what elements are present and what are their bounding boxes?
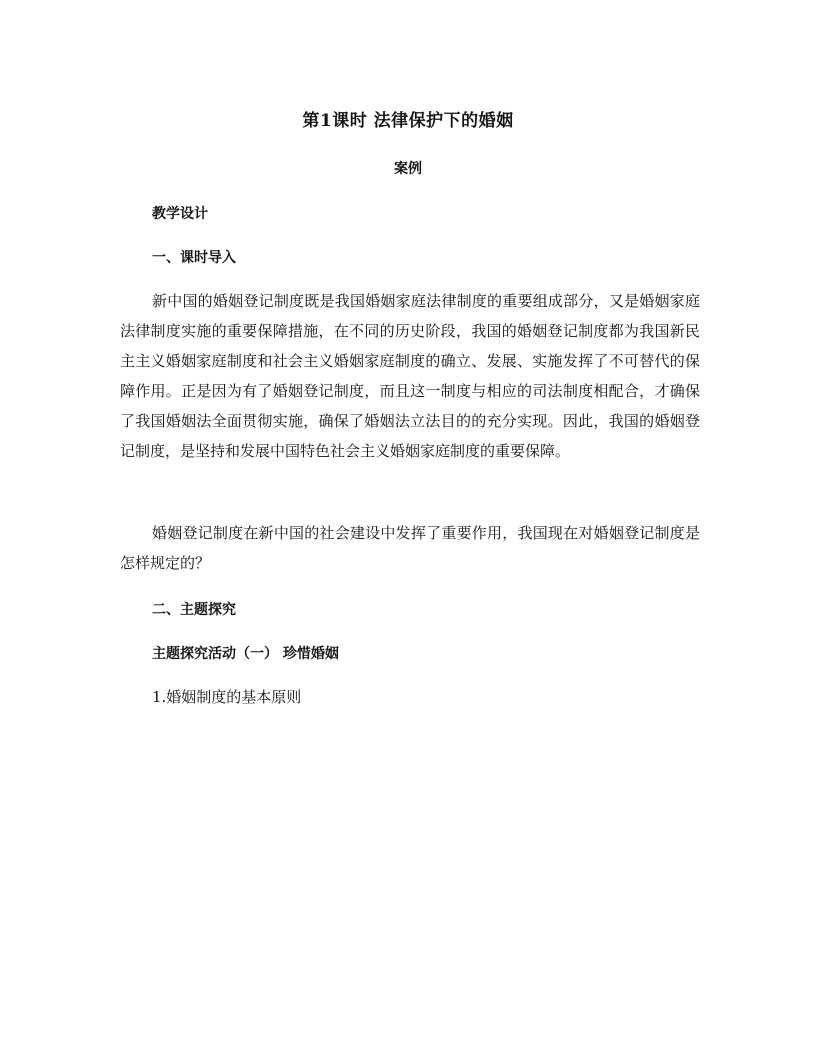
section-heading-theme-inquiry: 二、主题探究 [152, 602, 236, 618]
intro-paragraph: 新中国的婚姻登记制度既是我国婚姻家庭法律制度的重要组成部分，又是婚姻家庭法律制度实施的重要保障措施，在不同的历史阶段，我国的婚姻登记制度都为我国新民主主义婚姻家庭制度和社会主义婚姻家庭制度的确立、发展、实施发挥了不可替代的保障作用。正是因为有了婚姻登记制度，而且这一制度与相应的司法制度相配合，才确保了我国婚姻法全面贯彻实施，确保了婚姻法立法目的的充分实现。因此，我国的婚姻登记制度，是坚持和发展中国特色社会主义婚姻家庭制度的重要保障。 [120, 292, 700, 460]
section-heading-teaching-design: 教学设计 [152, 206, 208, 222]
question-paragraph: 婚姻登记制度在新中国的社会建设中发挥了重要作用，我国现在对婚姻登记制度是怎样规定的？ [120, 524, 700, 572]
document-title: 第1课时 法律保护下的婚姻 [302, 111, 514, 131]
document-subtitle: 案例 [394, 161, 422, 177]
activity-heading: 主题探究活动（一） 珍惜婚姻 [152, 646, 339, 662]
list-item-marriage-principles: 1.婚姻制度的基本原则 [152, 688, 302, 706]
section-heading-lesson-intro: 一、课时导入 [152, 250, 236, 266]
